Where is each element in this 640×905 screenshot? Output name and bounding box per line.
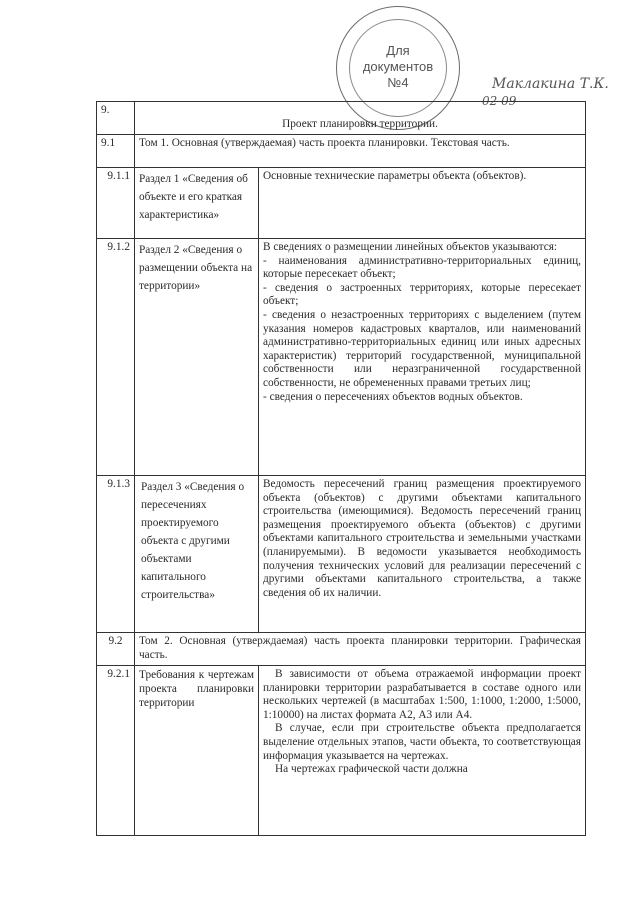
project-requirements-table (96, 101, 586, 836)
section-description (259, 666, 586, 836)
section-description: Основные технические параметры объекта (объектов). (259, 168, 586, 239)
description-paragraph: В случае, если при строительстве объекта предполагается выделение отдельных этапов, части объекта, то соответствующая информация указывается на чертежах. (263, 722, 581, 762)
section-title: Проект планировки территории. (282, 118, 438, 131)
description-paragraph: - сведения о незастроенных территориях с выделением (путем указания номеров кадастровых кварталов, или наименований административно-территориальных единиц или иных адресных характеристик) территорий государственной, муниципальной собственности или неразграниченной государственной собственности, не обремененных правами третьих лиц; (263, 308, 581, 389)
section-name-text: Раздел 3 «Сведения о пересечениях проектируемого объекта с другими объектами капитального строительства» (141, 481, 245, 601)
stamp-text (337, 43, 459, 91)
section-name: Раздел 1 «Сведения об объекте и его краткая характеристика» (135, 168, 259, 239)
row-title (135, 102, 586, 135)
table-row (97, 168, 586, 239)
section-description: Ведомость пересечений границ размещения проектируемого объекта (объектов) с другими объектами капитального строительства (имеющимися). Ведомость пересечений границ размещения проектируемого объекта (объектов) с другими объектами капитального строительства и земельными участками (планируемыми). В ведомости указывается необходимость получения технических условий для реализации пересечений с другими объектами капитального строительства, а также сведения об их наличии. (259, 476, 586, 633)
row-number: 9.2 (97, 633, 135, 666)
stamp-line-1: Для (386, 43, 410, 58)
description-paragraph: В сведениях о размещении линейных объектов указываются: (263, 241, 558, 253)
row-number: 9. (97, 102, 135, 135)
description-paragraph: На чертежах графической части должна (275, 763, 468, 776)
description-paragraph: - сведения о застроенных территориях, которые пересекает объект; (263, 281, 581, 308)
stamp-line-2: документов (362, 59, 434, 74)
description-paragraph: - наименования административно-территориальных единиц, которые пересекает объект; (263, 254, 581, 281)
table-row (97, 633, 586, 666)
row-number: 9.1.1 (97, 168, 135, 239)
row-number: 9.2.1 (97, 666, 135, 836)
row-number: 9.1.3 (97, 476, 135, 633)
table-row (97, 666, 586, 836)
stamp-line-3: №4 (387, 75, 409, 90)
row-title: Том 1. Основная (утверждаемая) часть проекта планировки. Текстовая часть. (135, 135, 586, 168)
section-name: Требования к чертежам проекта планировки территории (135, 666, 259, 836)
signature-date: 02 09 (482, 94, 517, 108)
description-paragraph: В зависимости от объема отражаемой информации проект планировки территории разрабатывается в составе одного или нескольких чертежей (в масштабах 1:500, 1:1000, 1:2000, 1:5000, 1:10000) на листах формата А2, А3 или А4. (263, 668, 581, 721)
table-row (97, 476, 586, 633)
row-number: 9.1 (97, 135, 135, 168)
section-description (259, 239, 586, 476)
table-row (97, 135, 586, 168)
row-title: Том 2. Основная (утверждаемая) часть проекта планировки территории. Графическая часть. (135, 633, 586, 666)
row-number: 9.1.2 (97, 239, 135, 476)
table-row (97, 239, 586, 476)
table-row (97, 102, 586, 135)
signature-name: Маклакина Т.К. (492, 76, 609, 92)
section-name: Раздел 2 «Сведения о размещении объекта на территории» (135, 239, 259, 476)
description-paragraph: - сведения о пересечениях объектов водных объектов. (263, 390, 523, 403)
section-name (135, 476, 259, 633)
